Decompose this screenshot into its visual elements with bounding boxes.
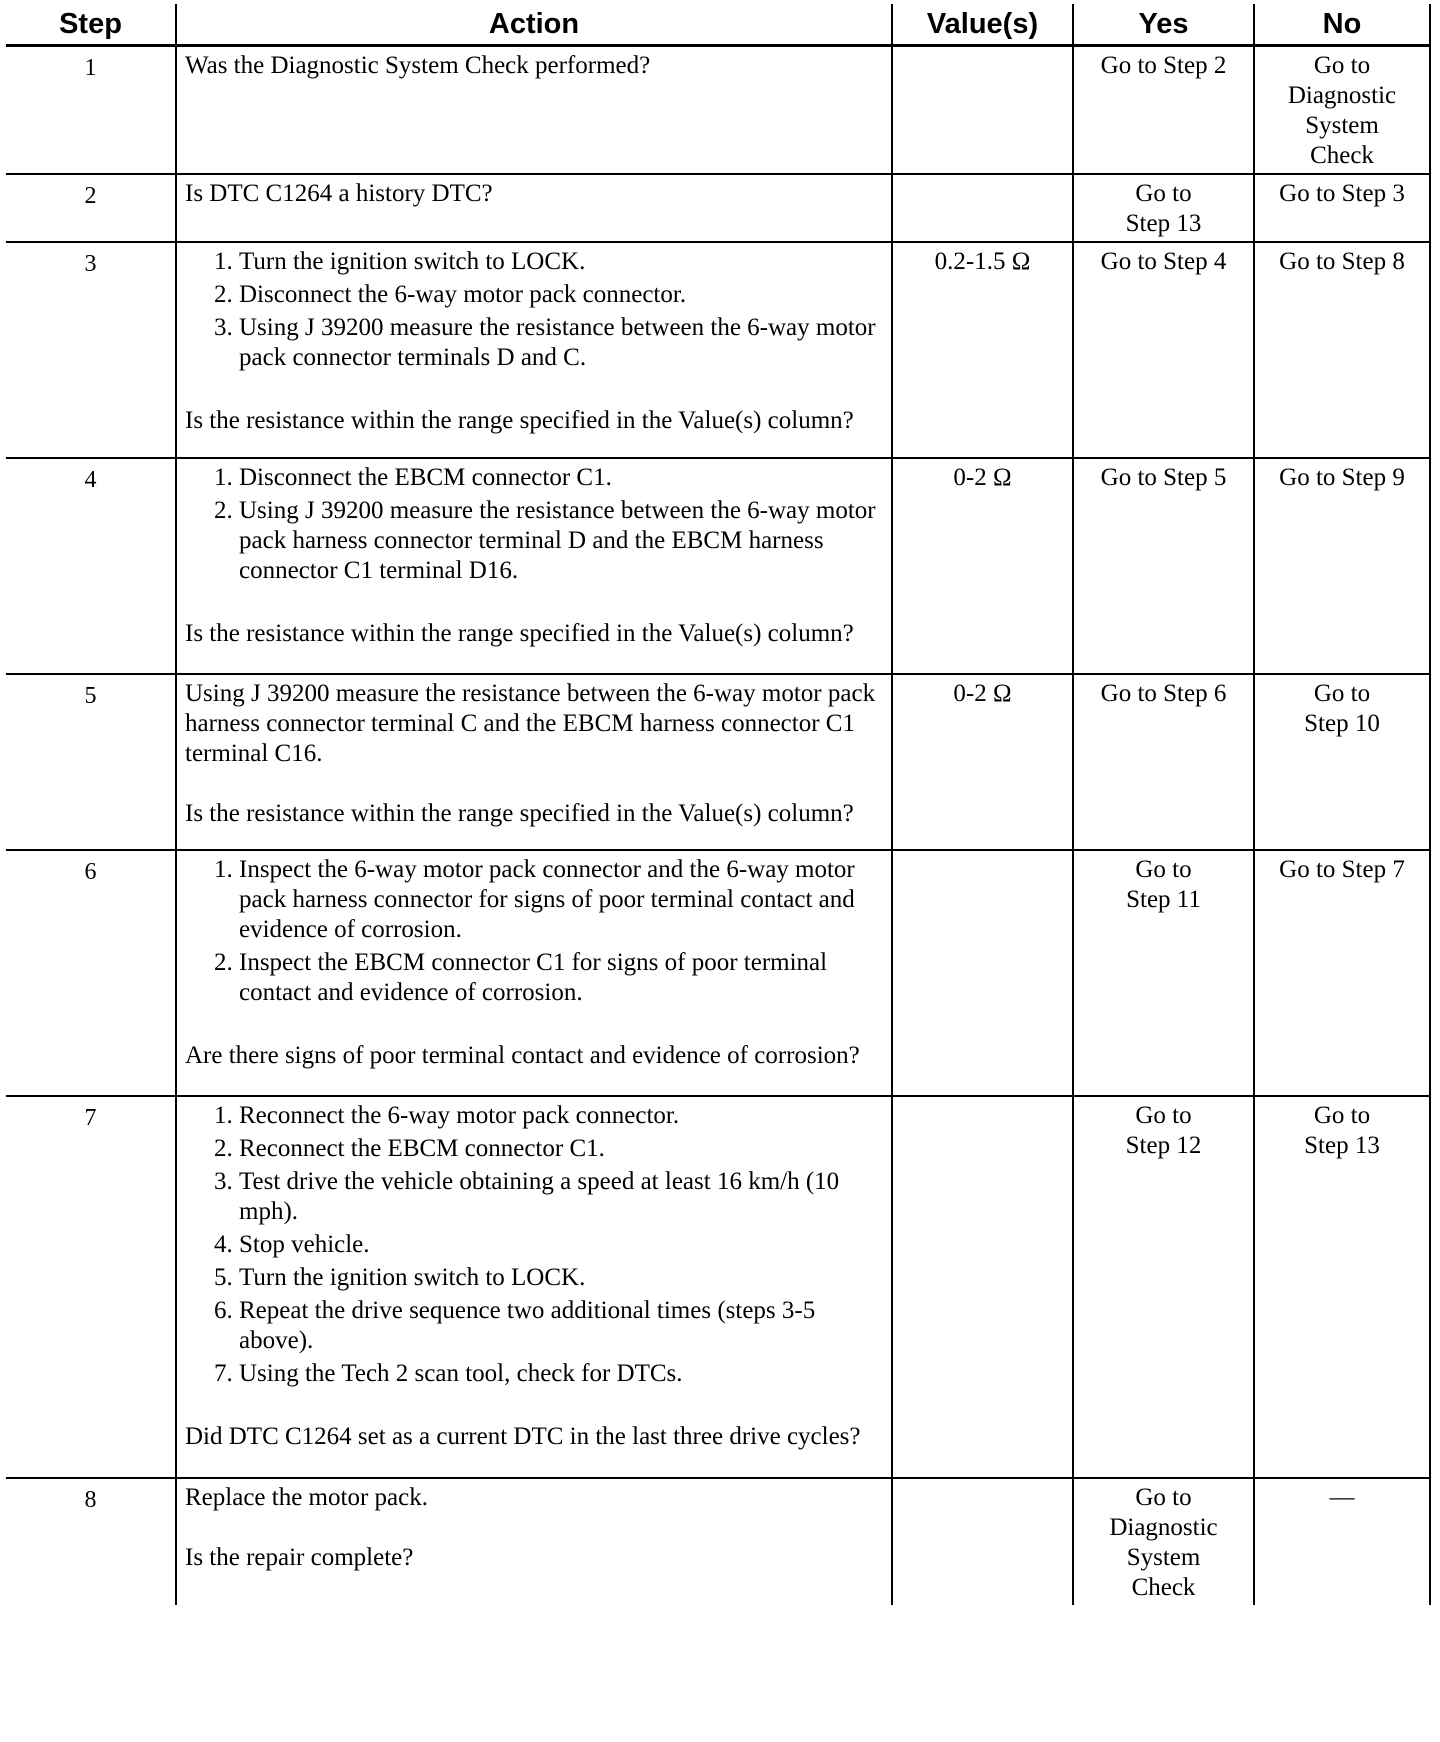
header-step: Step: [6, 4, 176, 46]
table-header: [6, 4, 1430, 46]
table-row: [6, 174, 1430, 242]
table-row: [6, 1096, 1430, 1478]
no-cell: —: [1254, 1478, 1430, 1605]
action-step-item: 2. Inspect the EBCM connector C1 for signs of poor terminal contact and evidence of corrosion.: [239, 948, 885, 1008]
action-steps-list: [185, 1101, 885, 1389]
action-step-item: 3. Test drive the vehicle obtaining a speed at least 16 km/h (10 mph).: [239, 1167, 885, 1227]
spacer: [185, 1392, 885, 1422]
action-cell: [176, 674, 892, 850]
yes-cell: Go to Step 11: [1073, 850, 1254, 1096]
action-step-item: 5. Turn the ignition switch to LOCK.: [239, 1263, 885, 1293]
action-step-item: 6. Repeat the drive sequence two additional times (steps 3-5 above).: [239, 1296, 885, 1356]
diagnostic-table-page: [6, 4, 1430, 1605]
step-number-cell: 6: [6, 850, 176, 1096]
action-cell: [176, 1096, 892, 1478]
action-steps-list: [185, 855, 885, 1008]
action-question: Did DTC C1264 set as a current DTC in the last three drive cycles?: [185, 1423, 861, 1450]
action-question: Are there signs of poor terminal contact and evidence of corrosion?: [185, 1042, 860, 1069]
step-number-cell: 2: [6, 174, 176, 242]
no-cell: Go to Step 7: [1254, 850, 1430, 1096]
table-row: [6, 242, 1430, 458]
action-cell: [176, 46, 892, 175]
table-body: [6, 46, 1430, 1606]
header-yes: Yes: [1073, 4, 1254, 46]
action-question: Is the repair complete?: [185, 1544, 414, 1571]
action-step-item: 7. Using the Tech 2 scan tool, check for DTCs.: [239, 1359, 885, 1389]
action-step-item: 1. Reconnect the 6-way motor pack connector.: [239, 1101, 885, 1131]
value-cell: [892, 1478, 1073, 1605]
value-cell: [892, 174, 1073, 242]
spacer: [185, 589, 885, 619]
action-cell: [176, 850, 892, 1096]
action-question: Is the resistance within the range specified in the Value(s) column?: [185, 620, 854, 647]
step-number-cell: 8: [6, 1478, 176, 1605]
action-cell: [176, 242, 892, 458]
step-number-cell: 3: [6, 242, 176, 458]
action-question: Is the resistance within the range specified in the Value(s) column?: [185, 407, 854, 434]
step-number-cell: 4: [6, 458, 176, 674]
header-values: Value(s): [892, 4, 1073, 46]
value-cell: 0-2 Ω: [892, 458, 1073, 674]
value-cell: 0.2-1.5 Ω: [892, 242, 1073, 458]
action-intro: Is DTC C1264 a history DTC?: [185, 180, 493, 207]
action-intro: Replace the motor pack.: [185, 1484, 428, 1511]
header-action: Action: [176, 4, 892, 46]
yes-cell: Go to Diagnostic System Check: [1073, 1478, 1254, 1605]
action-cell: [176, 1478, 892, 1605]
step-number-cell: 1: [6, 46, 176, 175]
yes-cell: Go to Step 5: [1073, 458, 1254, 674]
action-question: Is the resistance within the range specified in the Value(s) column?: [185, 800, 854, 827]
action-step-item: 2. Disconnect the 6-way motor pack connector.: [239, 280, 885, 310]
no-cell: Go to Diagnostic System Check: [1254, 46, 1430, 175]
table-row: [6, 850, 1430, 1096]
no-cell: Go to Step 10: [1254, 674, 1430, 850]
yes-cell: Go to Step 2: [1073, 46, 1254, 175]
spacer: [185, 769, 885, 799]
action-step-item: 4. Stop vehicle.: [239, 1230, 885, 1260]
action-intro: Was the Diagnostic System Check performed?: [185, 52, 651, 79]
spacer: [185, 1513, 885, 1543]
action-step-item: 1. Disconnect the EBCM connector C1.: [239, 463, 885, 493]
action-steps-list: [185, 463, 885, 586]
header-no: No: [1254, 4, 1430, 46]
table-row: [6, 46, 1430, 175]
action-cell: [176, 174, 892, 242]
action-step-item: 2. Reconnect the EBCM connector C1.: [239, 1134, 885, 1164]
step-number-cell: 5: [6, 674, 176, 850]
action-step-item: 3. Using J 39200 measure the resistance between the 6-way motor pack connector terminals D and C.: [239, 313, 885, 373]
spacer: [185, 1011, 885, 1041]
value-cell: 0-2 Ω: [892, 674, 1073, 850]
action-step-item: 1. Turn the ignition switch to LOCK.: [239, 247, 885, 277]
no-cell: Go to Step 9: [1254, 458, 1430, 674]
value-cell: [892, 1096, 1073, 1478]
yes-cell: Go to Step 13: [1073, 174, 1254, 242]
spacer: [185, 376, 885, 406]
no-cell: Go to Step 8: [1254, 242, 1430, 458]
yes-cell: Go to Step 12: [1073, 1096, 1254, 1478]
action-cell: [176, 458, 892, 674]
table-row: [6, 458, 1430, 674]
yes-cell: Go to Step 4: [1073, 242, 1254, 458]
diagnostic-table: [6, 4, 1431, 1605]
action-step-item: 2. Using J 39200 measure the resistance between the 6-way motor pack harness connector terminal D and the EBCM harness connector C1 terminal D16.: [239, 496, 885, 586]
no-cell: Go to Step 13: [1254, 1096, 1430, 1478]
action-step-item: 1. Inspect the 6-way motor pack connector and the 6-way motor pack harness connector for signs of poor terminal contact and evidence of corrosion.: [239, 855, 885, 945]
table-row: [6, 674, 1430, 850]
step-number-cell: 7: [6, 1096, 176, 1478]
no-cell: Go to Step 3: [1254, 174, 1430, 242]
table-row: [6, 1478, 1430, 1605]
action-steps-list: [185, 247, 885, 373]
value-cell: [892, 46, 1073, 175]
action-intro: Using J 39200 measure the resistance between the 6-way motor pack harness connector terminal C and the EBCM harness connector C1 terminal C16.: [185, 680, 876, 767]
value-cell: [892, 850, 1073, 1096]
yes-cell: Go to Step 6: [1073, 674, 1254, 850]
